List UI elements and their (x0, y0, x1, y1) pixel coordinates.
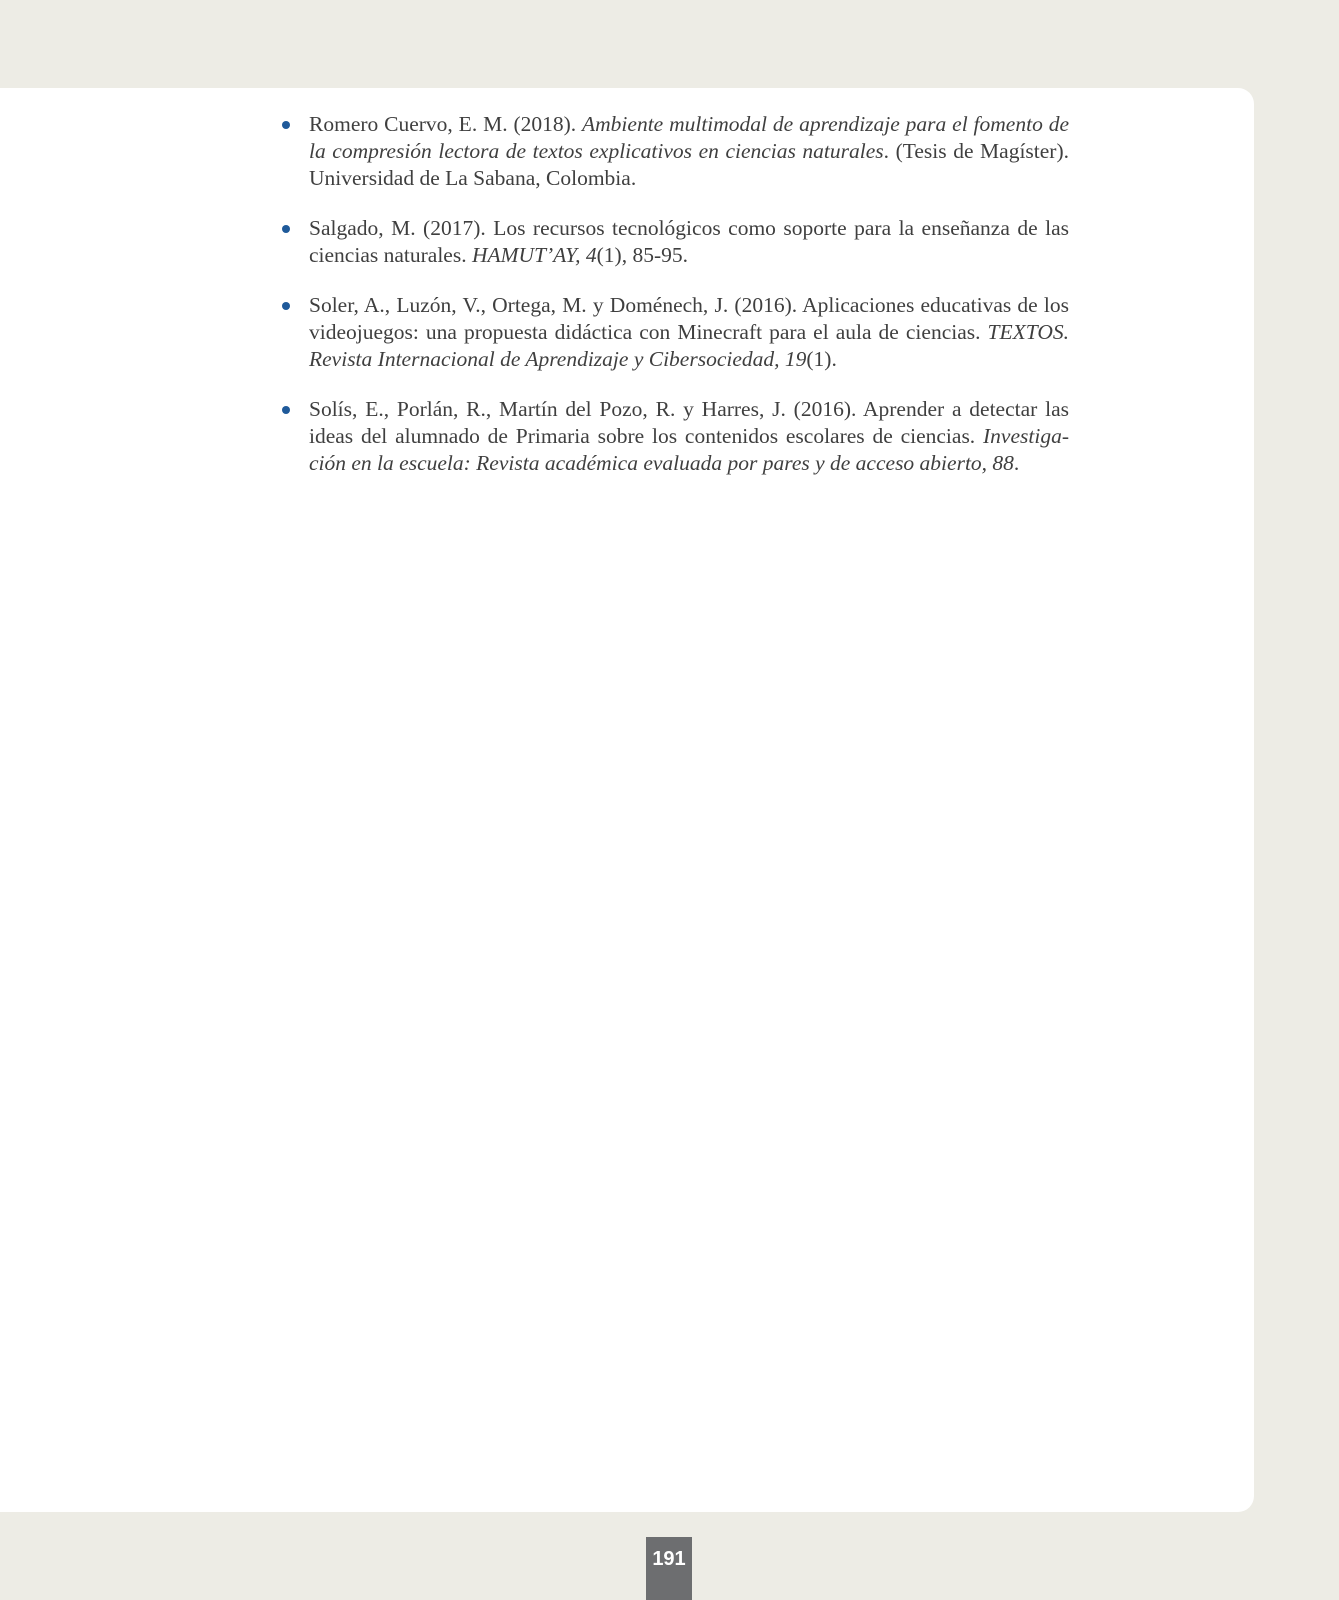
reference-item (279, 292, 1069, 373)
reference-author-part: Romero Cuervo, E. M. (2018). (309, 112, 583, 136)
bullet-icon (282, 225, 290, 233)
reference-author-part: Salgado, M. (2017). Los recursos tecnológicos como soporte para la enseñanza de las ciencias naturales. (309, 216, 1069, 267)
reference-source-part: . (Tesis de Magíster). Universidad de La Sabana, Colombia. (309, 139, 1070, 190)
reference-text (309, 215, 1069, 269)
reference-list (279, 111, 1069, 500)
reference-author-part: Solís, E., Porlán, R., Martín del Pozo, R. y Harres, J. (2016). Aprender a detectar las ideas del alumnado de Primaria sobre los contenidos escolares de ciencias. (309, 397, 1069, 448)
reference-source-part: . (1013, 451, 1020, 475)
reference-item (279, 396, 1069, 477)
reference-journal: HAMUT’AY, 4 (471, 243, 597, 267)
reference-source-part: (1), 85-95. (596, 243, 688, 267)
reference-item (279, 111, 1069, 192)
reference-author-part: Soler, A., Luzón, V., Ortega, M. y Doménech, J. (2016). Aplicaciones educativas de los videojuegos: una propuesta didáctica con Minecraft para el aula de ciencias. (309, 293, 1069, 344)
reference-title: Ambiente multimodal de aprendizaje para el fomento de la compresión lectora de textos explicativos en ciencias naturales (309, 112, 1069, 163)
reference-journal: Investigación en la escuela: Revista académica evaluada por pares y de acceso abierto, 88 (309, 424, 1069, 475)
bullet-icon (282, 406, 290, 414)
reference-text (309, 396, 1069, 477)
reference-text (309, 111, 1069, 192)
reference-journal: TEXTOS. Revista Internacional de Aprendizaje y Cibersociedad, 19 (309, 320, 1069, 371)
page-number: 191 (646, 1537, 692, 1600)
bullet-icon (282, 121, 290, 129)
reference-source-part: (1). (806, 347, 837, 371)
reference-text (309, 292, 1069, 373)
reference-item (279, 215, 1069, 269)
bullet-icon (282, 302, 290, 310)
